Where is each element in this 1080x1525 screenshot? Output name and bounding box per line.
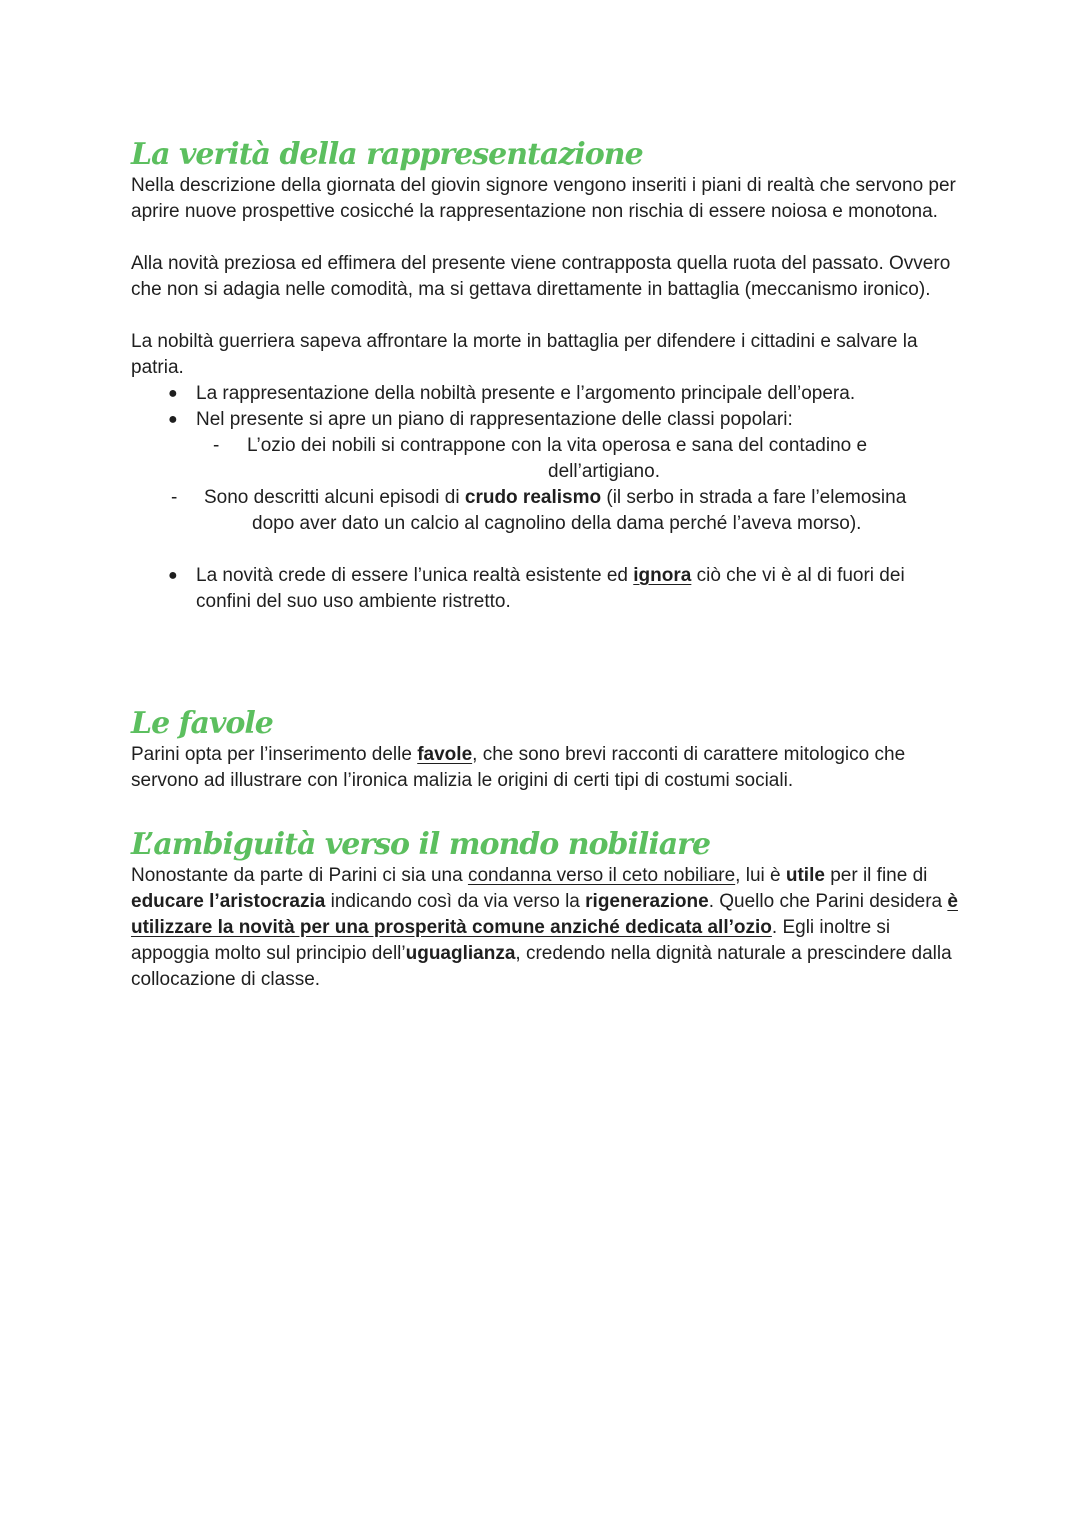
dash-icon: -	[213, 435, 220, 456]
bullet-item: ● La rappresentazione della nobiltà presente e l’argomento principale dell’opera.	[131, 381, 961, 407]
paragraph: Parini opta per l’inserimento delle favole, che sono brevi racconti di carattere mitologico che servono ad illustrare con l’ironica malizia le origini di certi tipi di costumi sociali.	[131, 744, 906, 791]
section-title: La verità della rappresentazione	[131, 137, 643, 172]
dash-item: - L’ozio dei nobili si contrappone con la vita operosa e sana del contadino e dell’artigiano.	[213, 435, 868, 482]
bullet-icon: ●	[168, 385, 178, 402]
bullet-item: ● La novità crede di essere l’unica realtà esistente ed ignora ciò che vi è al di fuori dei confini del suo uso ambiente ristretto.	[168, 565, 905, 612]
bullet-icon: ●	[168, 411, 178, 428]
section-verita	[131, 137, 961, 615]
paragraph: Nella descrizione della giornata del giovin signore vengono inseriti i piani di realtà che servono per aprire nuove prospettive cosicché la rappresentazione non rischia di essere noiosa e monotona.	[131, 175, 956, 222]
dash-icon: -	[171, 487, 178, 508]
bullet-icon: ●	[168, 567, 178, 584]
section-title: L’ambiguità verso il mondo nobiliare	[131, 827, 711, 862]
dash-item: - Sono descritti alcuni episodi di crudo realismo (il serbo in strada a fare l’elemosina dopo aver dato un calcio al cagnolino della dama perché l’aveva morso).	[171, 487, 907, 534]
bullet-item: ● Nel presente si apre un piano di rappresentazione delle classi popolari:	[131, 407, 961, 433]
paragraph: La nobiltà guerriera sapeva affrontare la morte in battaglia per difendere i cittadini e salvare la patria.	[131, 331, 918, 378]
paragraph: Alla novità preziosa ed effimera del presente viene contrapposta quella ruota del passato. Ovvero che non si adagia nelle comodità, ma si gettava direttamente in battaglia (meccanismo ironico).	[131, 253, 951, 300]
section-title: Le favole	[131, 706, 273, 741]
paragraph: Nonostante da parte di Parini ci sia una condanna verso il ceto nobiliare, lui è utile per il fine di educare l’aristocrazia indicando così da via verso la rigenerazione. Quello che Parini desidera è utilizzare la novità per una prosperità comune anziché dedicata all’ozio. Egli inoltre si appoggia molto sul principio dell’uguaglianza, credendo nella dignità naturale a prescindere dalla collocazione di classe.	[131, 865, 958, 990]
section-ambiguita	[131, 827, 961, 993]
section-favole	[131, 706, 961, 794]
